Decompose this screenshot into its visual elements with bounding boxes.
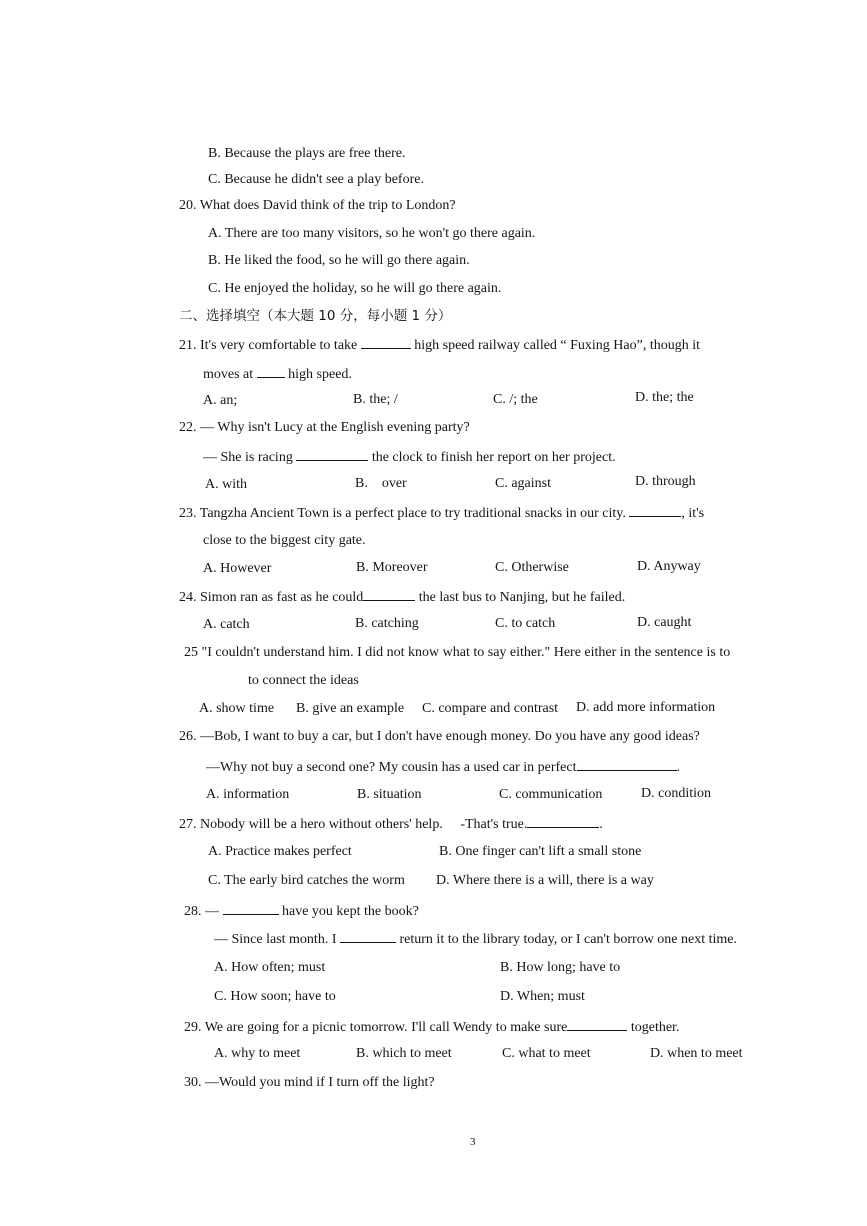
q28-line2-post: return it to the library today, or I can't borrow one next time. [399, 932, 738, 947]
q23-option-c: C. Otherwise [495, 560, 569, 575]
q24-option-a: A. catch [203, 617, 250, 632]
q21-stem-pre: 21. It's very comfortable to take [179, 338, 358, 353]
q20-stem: 20. What does David think of the trip to London? [179, 198, 456, 213]
q22-line2-pre: — She is racing [203, 450, 293, 465]
q23-option-b: B. Moreover [356, 560, 428, 575]
q20-option-c: C. He enjoyed the holiday, so he will go there again. [208, 281, 502, 296]
q21-stem-post: high speed railway called “ Fuxing Hao”, though it [414, 338, 701, 353]
q21-line2-post: high speed. [288, 367, 352, 382]
q23-stem [179, 504, 704, 522]
q20-option-b: B. He liked the food, so he will go there again. [208, 253, 470, 268]
q25-stem: 25 "I couldn't understand him. I did not know what to say either." Here either in the sentence is to [184, 645, 731, 660]
q29-option-d: D. when to meet [650, 1046, 743, 1061]
q27-option-b: B. One finger can't lift a small stone [439, 844, 642, 859]
q29-option-b: B. which to meet [356, 1046, 452, 1061]
q21-blank-2 [257, 365, 285, 378]
q26-option-d: D. condition [641, 786, 711, 801]
q23-option-a: A. However [203, 561, 272, 576]
q26-stem: 26. —Bob, I want to buy a car, but I don't have enough money. Do you have any good ideas? [179, 729, 700, 744]
q21-stem-line2 [203, 365, 352, 383]
q21-option-d: D. the; the [635, 390, 694, 405]
q22-line2-post: the clock to finish her report on her project. [371, 450, 616, 465]
q24-option-c: C. to catch [495, 616, 556, 631]
q27-stem-post: . [599, 817, 603, 832]
q23-stem-post: , it's [681, 506, 705, 521]
q24-stem-pre: 24. Simon ran as fast as he could [179, 590, 364, 605]
q25-stem-line2: to connect the ideas [248, 673, 359, 688]
q22-stem-line2 [203, 448, 616, 466]
q21-option-b: B. the; / [353, 392, 398, 407]
q22-option-b: B. over [355, 476, 407, 491]
q23-option-d: D. Anyway [637, 559, 701, 574]
q29-stem-post: together. [630, 1020, 680, 1035]
q28-option-c: C. How soon; have to [214, 989, 336, 1004]
q29-stem [184, 1018, 679, 1036]
q28-stem [184, 902, 419, 920]
q29-option-a: A. why to meet [214, 1046, 301, 1061]
q25-option-d: D. add more information [576, 700, 716, 715]
q27-option-d: D. Where there is a will, there is a way [436, 873, 654, 888]
q19-option-b: B. Because the plays are free there. [208, 146, 406, 161]
q26-blank [577, 758, 677, 771]
q27-option-a: A. Practice makes perfect [208, 844, 352, 859]
q22-option-c: C. against [495, 476, 551, 491]
q28-stem-post: have you kept the book? [282, 904, 419, 919]
q20-option-a: A. There are too many visitors, so he won't go there again. [208, 226, 536, 241]
q24-option-b: B. catching [355, 616, 419, 631]
q19-option-c: C. Because he didn't see a play before. [208, 172, 424, 187]
q22-blank [296, 448, 368, 461]
q27-stem-pre: 27. Nobody will be a hero without others' help. -That's true. [179, 817, 528, 832]
q21-option-c: C. /; the [493, 392, 538, 407]
q29-blank [567, 1018, 627, 1031]
q28-blank-2 [340, 930, 396, 943]
q23-blank [629, 504, 681, 517]
q24-blank [363, 588, 415, 601]
section-heading: 二、选择填空（本大题 10 分，每小题 1 分） [179, 308, 452, 324]
q29-stem-pre: 29. We are going for a picnic tomorrow. I'll call Wendy to make sure [184, 1020, 568, 1035]
q25-option-a: A. show time [199, 701, 275, 716]
q25-option-b: B. give an example [296, 701, 405, 716]
q27-option-c: C. The early bird catches the worm [208, 873, 405, 888]
q26-option-a: A. information [206, 787, 290, 802]
q24-stem-post: the last bus to Nanjing, but he failed. [418, 590, 626, 605]
q24-stem [179, 588, 625, 606]
q27-blank [527, 815, 599, 828]
q25-option-c: C. compare and contrast [422, 701, 559, 716]
q21-blank-1 [361, 336, 411, 349]
q26-line2-pre: —Why not buy a second one? My cousin has a used car in perfect [206, 760, 577, 775]
q26-line2-post: . [676, 760, 680, 775]
q28-option-b: B. How long; have to [500, 960, 621, 975]
q21-option-a: A. an; [203, 393, 238, 408]
q28-blank-1 [223, 902, 279, 915]
q22-option-d: D. through [635, 474, 696, 489]
q23-stem-pre: 23. Tangzha Ancient Town is a perfect place to try traditional snacks in our city. [179, 506, 626, 521]
q21-stem [179, 336, 700, 354]
q22-stem: 22. — Why isn't Lucy at the English evening party? [179, 420, 470, 435]
q28-option-d: D. When; must [500, 989, 585, 1004]
q21-line2-pre: moves at [203, 367, 254, 382]
q28-option-a: A. How often; must [214, 960, 326, 975]
q28-line2-pre: — Since last month. I [214, 932, 337, 947]
q28-stem-pre: 28. — [184, 904, 219, 919]
q26-stem-line2 [206, 758, 680, 776]
q28-stem-line2 [214, 930, 737, 948]
q24-option-d: D. caught [637, 615, 692, 630]
q22-option-a: A. with [205, 477, 247, 492]
page-number: 3 [470, 1136, 476, 1148]
q26-option-c: C. communication [499, 787, 603, 802]
q23-stem-line2: close to the biggest city gate. [203, 533, 366, 548]
q30-stem: 30. —Would you mind if I turn off the light? [184, 1075, 435, 1090]
q27-stem [179, 815, 603, 833]
q26-option-b: B. situation [357, 787, 422, 802]
q29-option-c: C. what to meet [502, 1046, 591, 1061]
